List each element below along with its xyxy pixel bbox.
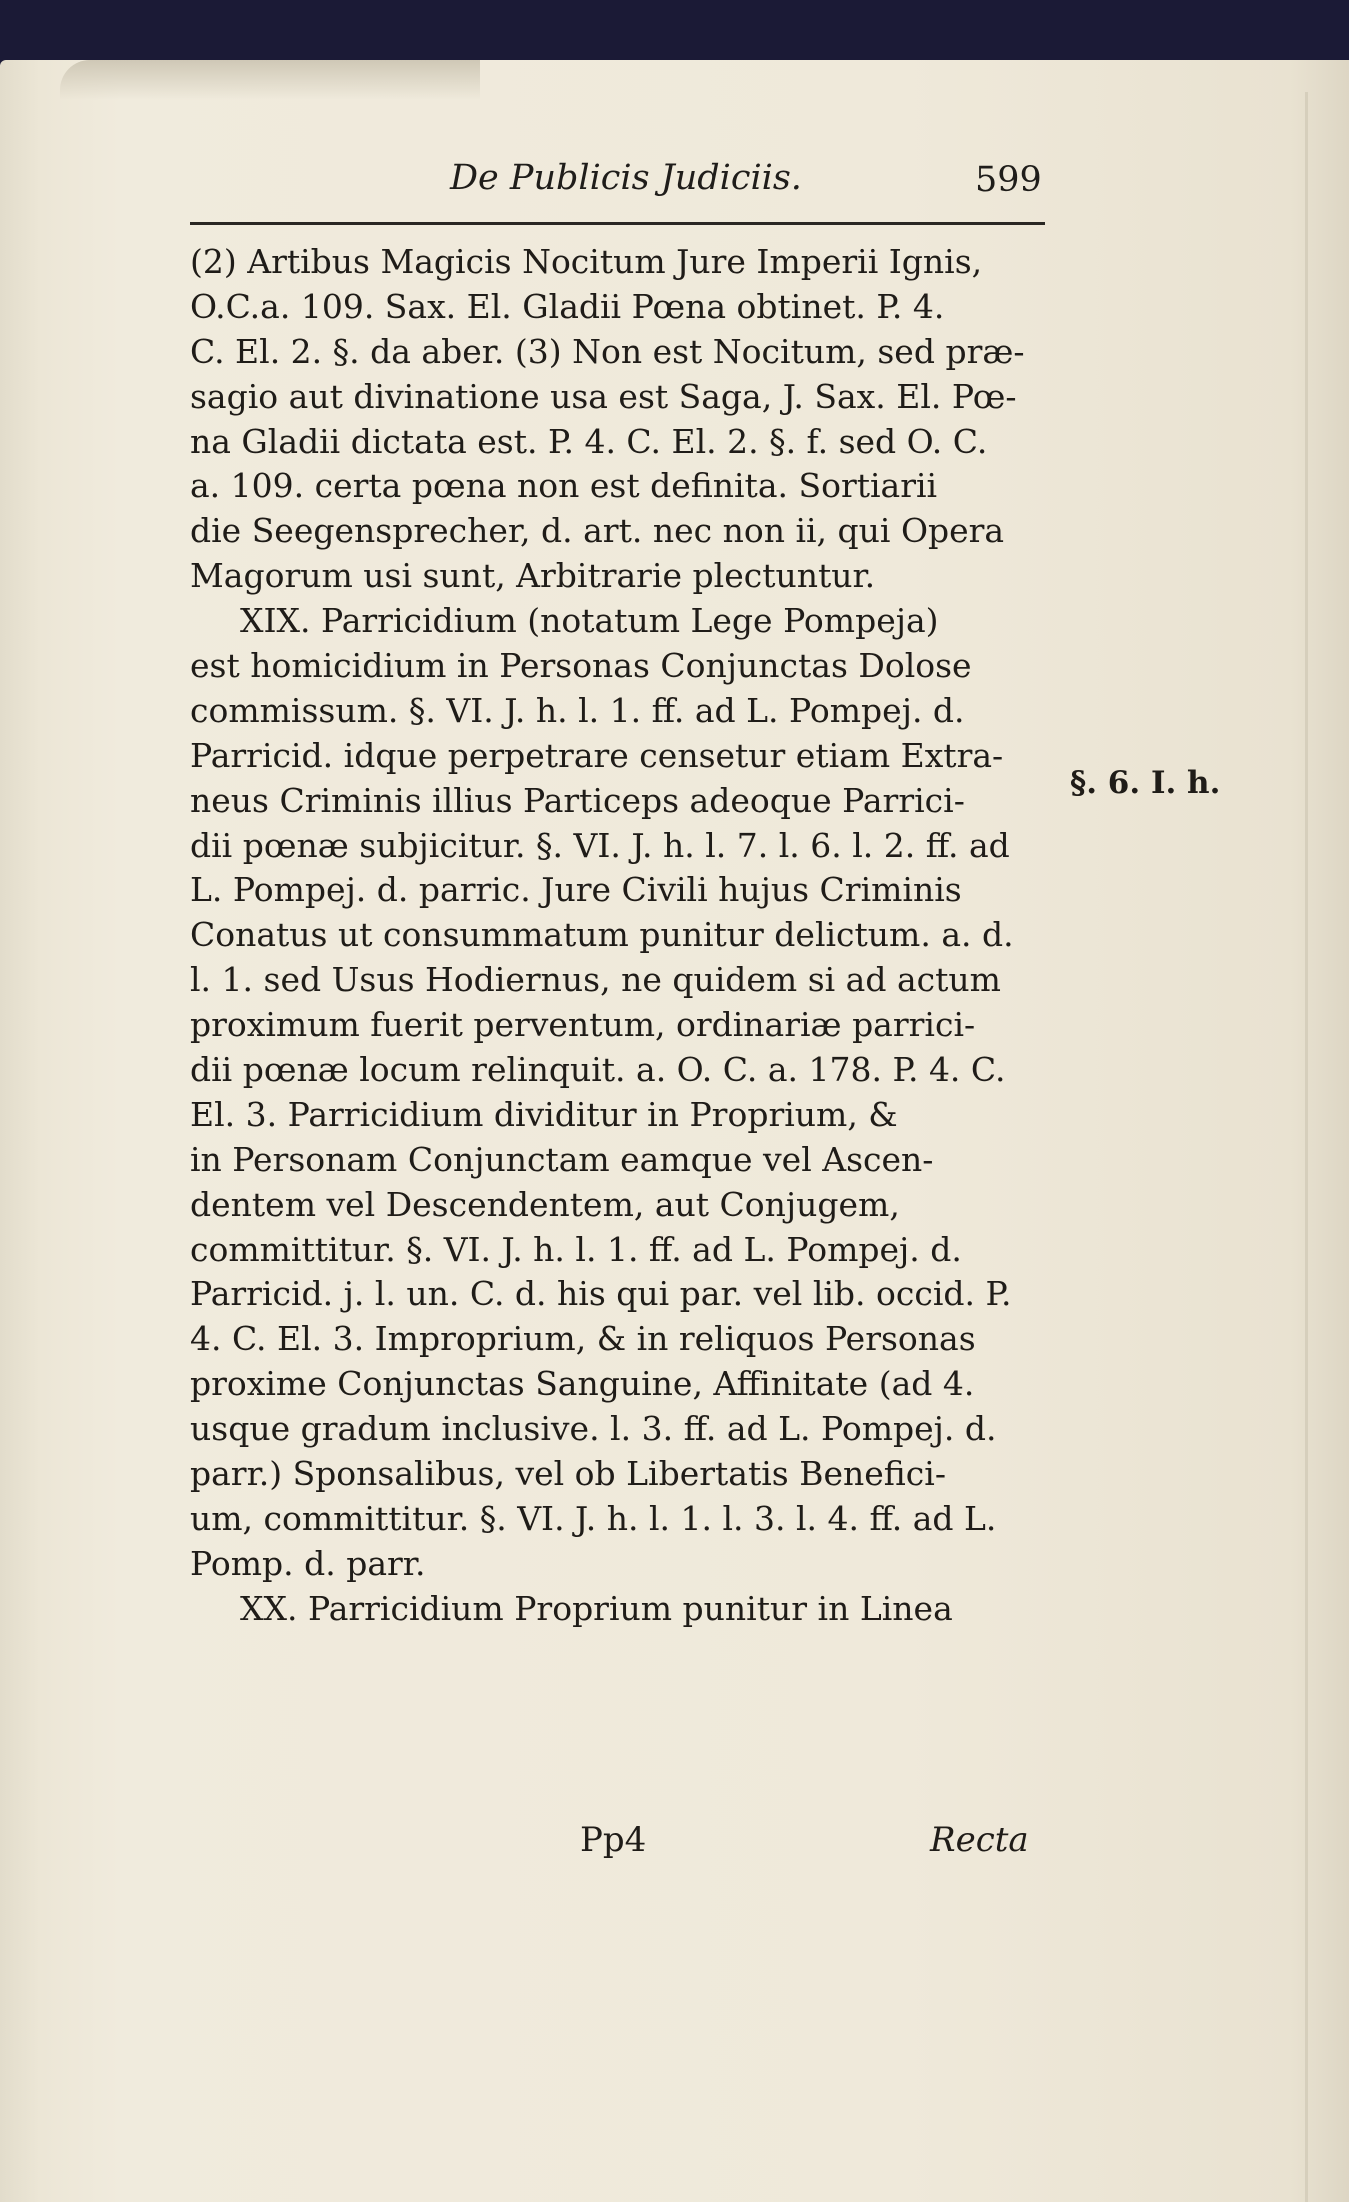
text-line: O.C.a. 109. Sax. El. Gladii Pœna obtinet. P. 4. bbox=[190, 286, 945, 326]
body-text bbox=[190, 240, 1050, 1632]
paragraph-start-line: XX. Parricidium Proprium punitur in Linea bbox=[240, 1588, 953, 1628]
text-line: dii pœnæ subjicitur. §. VI. J. h. l. 7. l. 6. l. 2. ff. ad bbox=[190, 825, 1010, 865]
text-line: usque gradum inclusive. l. 3. ff. ad L. Pompej. d. bbox=[190, 1409, 997, 1449]
text-line: Parricid. j. l. un. C. d. his qui par. vel lib. occid. P. bbox=[190, 1274, 1012, 1314]
catchword: Recta bbox=[930, 1820, 1029, 1860]
text-line: dentem vel Descendentem, aut Conjugem, bbox=[190, 1184, 900, 1224]
page-number: 599 bbox=[975, 160, 1042, 200]
text-line: C. El. 2. §. da aber. (3) Non est Nocitum, sed præ- bbox=[190, 331, 1025, 371]
page-footer bbox=[190, 1820, 1050, 1870]
running-title: De Publicis Judiciis. bbox=[450, 158, 802, 198]
page-curl-shadow bbox=[60, 60, 480, 100]
text-line: proximum fuerit perventum, ordinariæ parrici- bbox=[190, 1005, 976, 1045]
header-rule bbox=[190, 222, 1045, 225]
margin-note: §. 6. I. h. bbox=[1070, 765, 1221, 801]
text-line: neus Criminis illius Particeps adeoque Parrici- bbox=[190, 780, 965, 820]
text-line: parr.) Sponsalibus, vel ob Libertatis Benefici- bbox=[190, 1454, 946, 1494]
text-line: Parricid. idque perpetrare censetur etiam Extra- bbox=[190, 735, 1004, 775]
text-line: (2) Artibus Magicis Nocitum Jure Imperii Ignis, bbox=[190, 242, 983, 281]
text-line: proxime Conjunctas Sanguine, Affinitate (ad 4. bbox=[190, 1364, 975, 1404]
text-line: in Personam Conjunctam eamque vel Ascen- bbox=[190, 1139, 934, 1179]
page-header bbox=[190, 150, 1050, 210]
text-line: um, committitur. §. VI. J. h. l. 1. l. 3. l. 4. ff. ad L. bbox=[190, 1498, 997, 1538]
page-edge-shadow bbox=[1305, 92, 1308, 2202]
text-line: Conatus ut consummatum punitur delictum. a. d. bbox=[190, 915, 1014, 955]
text-line: 4. C. El. 3. Improprium, & in reliquos Personas bbox=[190, 1319, 976, 1359]
text-line: a. 109. certa pœna non est definita. Sortiarii bbox=[190, 466, 938, 506]
text-line: na Gladii dictata est. P. 4. C. El. 2. §. f. sed O. C. bbox=[190, 421, 988, 461]
text-line: sagio aut divinatione usa est Saga, J. Sax. El. Pœ- bbox=[190, 376, 1017, 416]
text-line: committitur. §. VI. J. h. l. 1. ff. ad L. Pompej. d. bbox=[190, 1229, 962, 1269]
text-line: est homicidium in Personas Conjunctas Dolose bbox=[190, 646, 972, 686]
text-line: Magorum usi sunt, Arbitrarie plectuntur. bbox=[190, 556, 876, 596]
text-line: dii pœnæ locum relinquit. a. O. C. a. 178. P. 4. C. bbox=[190, 1050, 1006, 1090]
paragraph-start-line: XIX. Parricidium (notatum Lege Pompeja) bbox=[240, 601, 939, 641]
text-line: Pomp. d. parr. bbox=[190, 1543, 426, 1583]
text-line: L. Pompej. d. parric. Jure Civili hujus Criminis bbox=[190, 870, 962, 910]
signature-mark: Pp4 bbox=[580, 1820, 647, 1860]
text-line: commissum. §. VI. J. h. l. 1. ff. ad L. Pompej. d. bbox=[190, 690, 965, 730]
text-line: die Seegensprecher, d. art. nec non ii, qui Opera bbox=[190, 511, 1005, 551]
text-line: l. 1. sed Usus Hodiernus, ne quidem si ad actum bbox=[190, 960, 1001, 1000]
text-line: El. 3. Parricidium dividitur in Proprium, & bbox=[190, 1094, 898, 1134]
